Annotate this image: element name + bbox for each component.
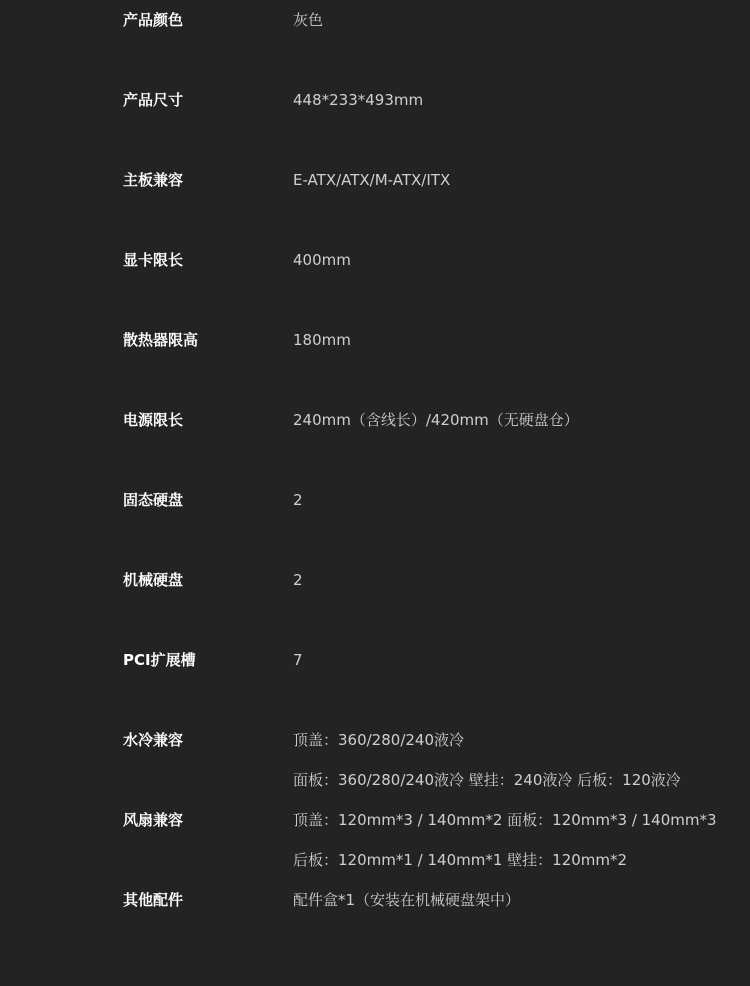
cooler-label: 散热器限高 <box>123 331 199 349</box>
gpu-value: 400mm <box>293 251 351 269</box>
pci-label: PCI扩展槽 <box>123 651 196 669</box>
fan-value-line1: 顶盖：120mm*3 / 140mm*2 面板：120mm*3 / 140mm*3 <box>293 811 717 829</box>
ssd-value: 2 <box>293 491 303 509</box>
pci-value: 7 <box>293 651 303 669</box>
motherboard-value: E-ATX/ATX/M-ATX/ITX <box>293 171 451 189</box>
hdd-label: 机械硬盘 <box>123 571 184 589</box>
water-value-line2: 面板：360/280/240液冷 壁挂：240液冷 后板：120液冷 <box>293 771 681 789</box>
other-label: 其他配件 <box>123 891 184 909</box>
fan-value-line2: 后板：120mm*1 / 140mm*1 壁挂：120mm*2 <box>293 851 628 869</box>
color-label: 产品颜色 <box>123 11 184 29</box>
gpu-label: 显卡限长 <box>123 251 184 269</box>
water-value-line1: 顶盖：360/280/240液冷 <box>293 731 464 749</box>
hdd-value: 2 <box>293 571 303 589</box>
other-value: 配件盒*1（安装在机械硬盘架中） <box>293 891 521 909</box>
ssd-label: 固态硬盘 <box>123 491 184 509</box>
psu-label: 电源限长 <box>123 411 184 429</box>
size-label: 产品尺寸 <box>123 91 184 109</box>
psu-value: 240mm（含线长）/420mm（无硬盘仓） <box>293 411 579 429</box>
fan-label: 风扇兼容 <box>123 811 184 829</box>
motherboard-label: 主板兼容 <box>123 171 184 189</box>
size-value: 448*233*493mm <box>293 91 424 109</box>
color-value: 灰色 <box>293 11 324 29</box>
water-label: 水冷兼容 <box>123 731 184 749</box>
cooler-value: 180mm <box>293 331 351 349</box>
